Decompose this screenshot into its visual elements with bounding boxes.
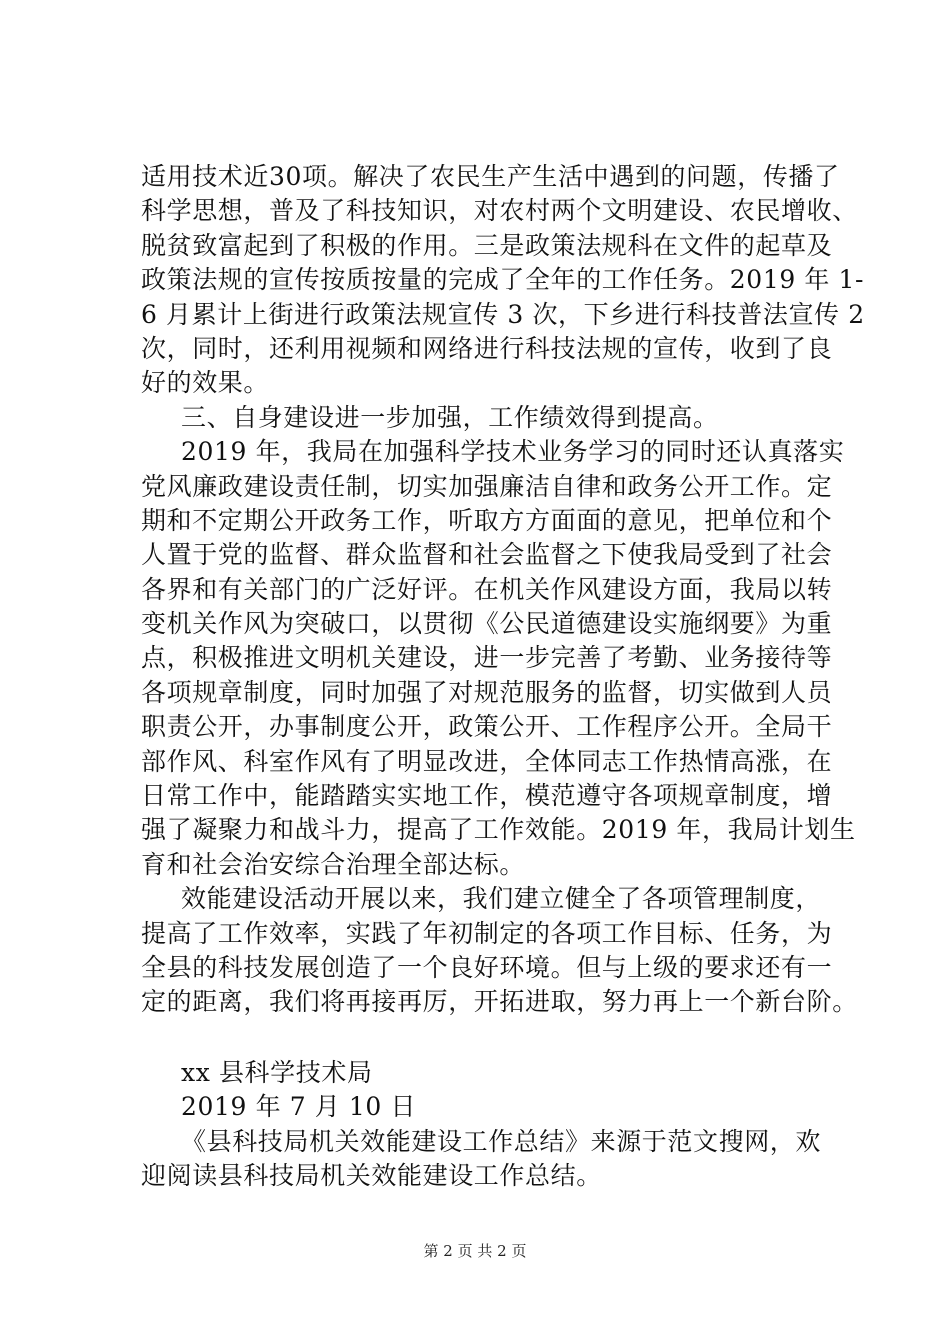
body-line: 强了凝聚力和战斗力，提高了工作效能。2019 年，我局计划生 — [141, 815, 856, 845]
body-line: 期和不定期公开政务工作，听取方方面面的意见，把单位和个 — [141, 505, 833, 535]
signature-date: 2019 年 7 月 10 日 — [181, 1092, 417, 1122]
body-line: 点，积极推进文明机关建设，进一步完善了考勤、业务接待等 — [141, 643, 833, 673]
signature-organization: xx 县科学技术局 — [181, 1057, 373, 1087]
body-line: 各界和有关部门的广泛好评。在机关作风建设方面，我局以转 — [141, 574, 833, 604]
body-line: 职责公开，办事制度公开，政策公开、工作程序公开。全局干 — [141, 712, 833, 742]
paragraph-start: 效能建设活动开展以来，我们建立健全了各项管理制度， — [181, 884, 822, 914]
source-note: 《县科技局机关效能建设工作总结》来源于范文搜网，欢 — [181, 1126, 822, 1156]
body-line: 人置于党的监督、群众监督和社会监督之下使我局受到了社会 — [141, 540, 833, 570]
body-line: 次，同时，还利用视频和网络进行科技法规的宣传，收到了良 — [141, 333, 833, 363]
section-heading: 三、自身建设进一步加强，工作绩效得到提高。 — [181, 402, 719, 432]
body-line: 科学思想，普及了科技知识，对农村两个文明建设、农民增收、 — [141, 196, 858, 226]
body-line: 部作风、科室作风有了明显改进，全体同志工作热情高涨，在 — [141, 746, 833, 776]
body-line: 适用技术近30项。解决了农民生产生活中遇到的问题，传播了 — [141, 162, 840, 191]
page-number-footer: 第 2 页 共 2 页 — [423, 1242, 527, 1260]
body-line: 提高了工作效率，实践了年初制定的各项工作目标、任务，为 — [141, 918, 833, 948]
body-line: 育和社会治安综合治理全部达标。 — [141, 849, 526, 879]
body-line: 日常工作中，能踏踏实实地工作，模范遵守各项规章制度，增 — [141, 781, 833, 811]
body-line: 好的效果。 — [141, 368, 270, 398]
body-line: 党风廉政建设责任制，切实加强廉洁自律和政务公开工作。定 — [141, 471, 833, 501]
blank-gap — [141, 1020, 841, 1056]
body-line: 全县的科技发展创造了一个良好环境。但与上级的要求还有一 — [141, 952, 833, 982]
body-line: 定的距离，我们将再接再厉，开拓进取，努力再上一个新台阶。 — [141, 987, 858, 1017]
paragraph-start: 2019 年，我局在加强科学技术业务学习的同时还认真落实 — [181, 437, 845, 467]
body-line: 变机关作风为突破口，以贯彻《公民道德建设实施纲要》为重 — [141, 609, 833, 639]
body-line: 各项规章制度，同时加强了对规范服务的监督，切实做到人员 — [141, 677, 833, 707]
body-line: 脱贫致富起到了积极的作用。三是政策法规科在文件的起草及 — [141, 230, 833, 260]
body-line: 6 月累计上街进行政策法规宣传 3 次，下乡进行科技普法宣传 2 — [141, 299, 865, 329]
source-note-line: 迎阅读县科技局机关效能建设工作总结。 — [141, 1160, 602, 1190]
body-line: 政策法规的宣传按质按量的完成了全年的工作任务。2019 年 1- — [141, 265, 865, 295]
document-body — [141, 160, 865, 1193]
